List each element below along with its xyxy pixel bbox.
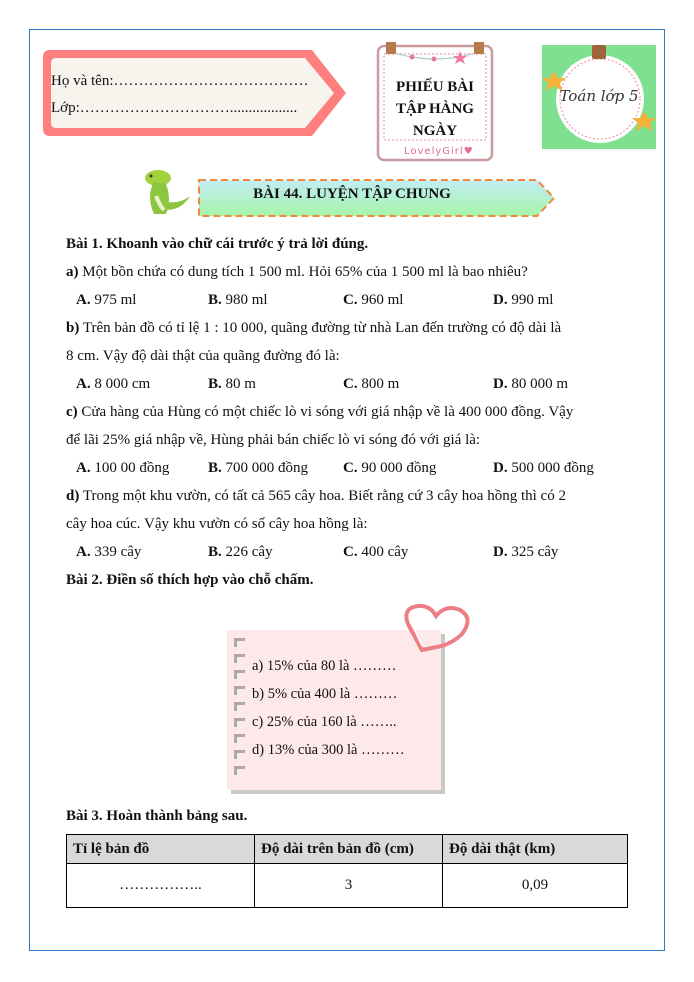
notepad-hole-icon: [234, 686, 245, 695]
grade-badge: [542, 45, 656, 149]
lesson-title: BÀI 44. LUYỆN TẬP CHUNG: [253, 186, 451, 202]
option-a-B[interactable]: B. 980 ml: [208, 292, 268, 308]
option-a-A[interactable]: A. 975 ml: [76, 292, 137, 308]
option-d-D[interactable]: D. 325 cây: [493, 544, 559, 560]
title-line-2: TẬP HÀNG: [396, 101, 474, 117]
question-label: d): [66, 488, 80, 504]
table-cell: 0,09: [443, 864, 628, 908]
question-text: Cửa hàng của Hùng có một chiếc lò vi sóng với giá nhập về là 400 000 đồng. Vậy: [81, 404, 574, 420]
fill-item-d[interactable]: d) 13% của 300 là ………: [252, 742, 405, 758]
notepad-hole-icon: [234, 718, 245, 727]
question-c: [66, 404, 573, 421]
fill-item-b[interactable]: b) 5% của 400 là ………: [252, 686, 398, 702]
tag-shape-icon: [40, 47, 352, 139]
notepad-hole-icon: [234, 766, 245, 775]
exercise2-heading: Bài 2. Điền số thích hợp vào chỗ chấm.: [66, 572, 314, 588]
question-a: [66, 264, 528, 281]
exercise1-heading: Bài 1. Khoanh vào chữ cái trước ý trả lời đúng.: [66, 236, 369, 252]
question-text: Một bồn chứa có dung tích 1 500 ml. Hỏi 65% của 1 500 ml là bao nhiêu?: [82, 264, 528, 280]
name-field[interactable]: Họ và tên:…………………………………: [51, 73, 309, 89]
notepad-hole-icon: [234, 654, 245, 663]
question-label: b): [66, 320, 80, 336]
column-header: Tỉ lệ bản đồ: [67, 835, 255, 864]
column-header: Độ dài thật (km): [443, 835, 628, 864]
grade-badge-text: Toán lớp 5: [559, 87, 639, 105]
option-a-D[interactable]: D. 990 ml: [493, 292, 554, 308]
student-info-tag: [40, 47, 352, 139]
question-text: Trong một khu vườn, có tất cả 565 cây hoa. Biết rằng cứ 3 cây hoa hồng thì có 2: [82, 488, 566, 504]
question-c-line2: để lãi 25% giá nhập về, Hùng phải bán chiếc lò vi sóng đó với giá là:: [66, 432, 481, 448]
option-a-C[interactable]: C. 960 ml: [343, 292, 404, 308]
heart-clip-icon: [402, 600, 474, 656]
question-d-line2: cây hoa cúc. Vậy khu vườn có số cây hoa hồng là:: [66, 516, 368, 532]
option-d-A[interactable]: A. 339 cây: [76, 544, 142, 560]
option-d-C[interactable]: C. 400 cây: [343, 544, 409, 560]
title-line-1: PHIẾU BÀI: [396, 79, 474, 95]
fill-item-a[interactable]: a) 15% của 80 là ………: [252, 658, 397, 674]
option-b-A[interactable]: A. 8 000 cm: [76, 376, 151, 392]
question-label: a): [66, 264, 79, 280]
notepad-hole-icon: [234, 734, 245, 743]
notepad-hole-icon: [234, 670, 245, 679]
lovely-girl-label: LovelyGirl♥: [404, 146, 474, 157]
notepad-hole-icon: [234, 750, 245, 759]
option-c-D[interactable]: D. 500 000 đồng: [493, 460, 594, 476]
option-b-D[interactable]: D. 80 000 m: [493, 376, 569, 392]
question-b-line2: 8 cm. Vậy độ dài thật của quãng đường đó là:: [66, 348, 340, 364]
question-text: Trên bản đồ có tỉ lệ 1 : 10 000, quãng đường từ nhà Lan đến trường có độ dài là: [82, 320, 562, 336]
fill-item-c[interactable]: c) 25% của 160 là ……..: [252, 714, 397, 730]
question-label: c): [66, 404, 78, 420]
table-header-row: [67, 835, 628, 864]
option-b-C[interactable]: C. 800 m: [343, 376, 400, 392]
column-header: Độ dài trên bản đồ (cm): [255, 835, 443, 864]
title-line-3: NGÀY: [412, 123, 458, 139]
scale-table: [66, 834, 628, 908]
option-c-B[interactable]: B. 700 000 đồng: [208, 460, 309, 476]
exercise3-heading: Bài 3. Hoàn thành bảng sau.: [66, 808, 248, 824]
option-c-A[interactable]: A. 100 00 đồng: [76, 460, 170, 476]
option-b-B[interactable]: B. 80 m: [208, 376, 256, 392]
table-cell: 3: [255, 864, 443, 908]
class-field[interactable]: Lớp:…………………………..................: [51, 100, 298, 116]
question-d: [66, 488, 566, 505]
question-b: [66, 320, 561, 337]
option-d-B[interactable]: B. 226 cây: [208, 544, 273, 560]
notepad-hole-icon: [234, 638, 245, 647]
table-cell-blank[interactable]: ……………..: [67, 864, 255, 908]
worksheet-title-card: [376, 42, 494, 162]
notepad-hole-icon: [234, 702, 245, 711]
dinosaur-icon: [136, 166, 192, 220]
table-row: [67, 864, 628, 908]
option-c-C[interactable]: C. 90 000 đồng: [343, 460, 437, 476]
